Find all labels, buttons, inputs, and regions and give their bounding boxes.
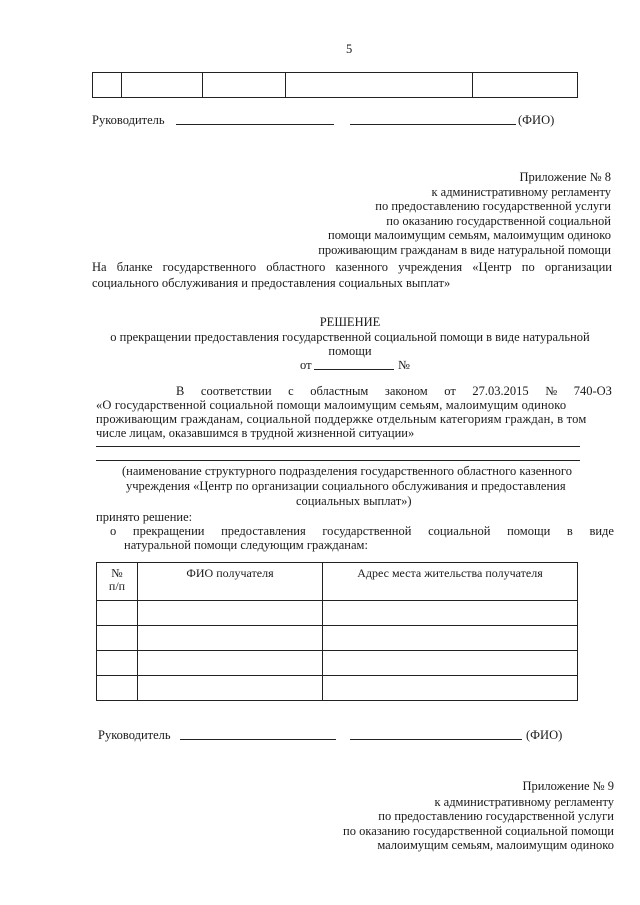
appendix-title: Приложение № 8	[519, 170, 611, 184]
word: На	[92, 260, 107, 274]
dept-caption-line1: (наименование структурного подразделения государственного областного казенного	[122, 464, 572, 478]
header-cell-number	[97, 563, 138, 601]
word: «Центр	[472, 260, 512, 274]
decision-subtitle-cont: помощи	[328, 344, 372, 358]
word: в	[566, 524, 573, 538]
head-label: Руководитель	[98, 728, 171, 742]
decision-from-label: от	[300, 358, 312, 372]
table-cell	[122, 73, 203, 98]
table-cell	[97, 676, 138, 701]
head-label: Руководитель	[92, 113, 165, 127]
word: о	[110, 524, 117, 538]
word: государственной	[322, 524, 412, 538]
table-row	[97, 626, 578, 651]
decision-taken-line1	[110, 524, 614, 538]
table-cell	[138, 601, 323, 626]
fio-line	[350, 124, 516, 125]
top-table-fragment	[92, 72, 578, 98]
word: по	[521, 260, 535, 274]
table-cell	[323, 651, 578, 676]
word: №	[545, 384, 558, 398]
table-cell	[323, 676, 578, 701]
signature-line	[176, 124, 334, 125]
decision-date-line	[314, 369, 394, 370]
header-address-label: Адрес места жительства получателя	[357, 566, 543, 580]
word: 27.03.2015	[472, 384, 529, 398]
word: государственного	[162, 260, 257, 274]
appendix-line: к административному регламенту	[434, 794, 614, 809]
blank-text-line2: социального обслуживания и предоставления социальных выплат»	[92, 276, 451, 290]
table-row	[97, 601, 578, 626]
header-fio-label: ФИО получателя	[186, 566, 274, 580]
word: учреждения	[398, 260, 463, 274]
appendix-9-header	[254, 779, 614, 853]
word: от	[444, 384, 456, 398]
word: В	[176, 384, 185, 398]
table-cell	[93, 73, 122, 98]
word: законом	[384, 384, 428, 398]
table-cell	[138, 626, 323, 651]
table-cell	[473, 73, 578, 98]
word: предоставления	[221, 524, 306, 538]
appendix-8-header	[251, 170, 611, 257]
word: виде	[589, 524, 614, 538]
table-cell	[138, 676, 323, 701]
table-cell	[97, 601, 138, 626]
word: бланке	[116, 260, 153, 274]
word: организации	[544, 260, 612, 274]
header-number-abbrev: п/п	[108, 579, 126, 593]
fio-line	[350, 739, 522, 740]
decision-number-label: №	[398, 358, 410, 372]
decision-title: РЕШЕНИЕ	[319, 315, 381, 329]
appendix-line: по оказанию государственной социальной	[386, 213, 611, 228]
word: областным	[310, 384, 369, 398]
header-cell-fio	[138, 563, 323, 601]
table-row	[97, 676, 578, 701]
table-cell	[323, 601, 578, 626]
appendix-line: помощи малоимущим семьям, малоимущим одиноко	[328, 228, 611, 242]
word: с	[288, 384, 294, 398]
table-cell	[97, 651, 138, 676]
law-line4: числе лицам, оказавшимся в трудной жизненной ситуации»	[96, 426, 415, 440]
fio-label: (ФИО)	[526, 728, 563, 742]
dept-caption-line2: учреждения «Центр по организации социального обслуживания и предоставления	[126, 479, 566, 493]
blank-line	[96, 460, 580, 461]
appendix-line: проживающим гражданам в виде натуральной помощи	[318, 242, 611, 257]
table-row	[97, 651, 578, 676]
appendix-line: по предоставлению государственной услуги	[378, 809, 614, 823]
word: областного	[266, 260, 326, 274]
word: соответствии	[200, 384, 272, 398]
appendix-line: к административному регламенту	[431, 184, 611, 199]
decision-taken-label: принято решение:	[96, 510, 193, 524]
word: 740-ОЗ	[573, 384, 612, 398]
word: помощи	[507, 524, 551, 538]
decision-taken-line2: натуральной помощи следующим гражданам:	[124, 538, 368, 552]
word: социальной	[428, 524, 491, 538]
law-line2: «О государственной социальной помощи малоимущим семьям, малоимущим одиноко	[96, 398, 567, 412]
fio-label: (ФИО)	[518, 113, 555, 127]
law-line1	[176, 384, 612, 398]
appendix-line: малоимущим семьям, малоимущим одиноко	[377, 838, 614, 852]
word: казенного	[335, 260, 389, 274]
header-cell-address	[323, 563, 578, 601]
table-cell	[323, 626, 578, 651]
table-cell	[138, 651, 323, 676]
word: прекращении	[132, 524, 205, 538]
header-number-symbol: №	[111, 566, 123, 580]
blank-text-line1	[92, 260, 612, 274]
blank-line	[96, 446, 580, 447]
table-header-row	[97, 563, 578, 601]
appendix-line: по предоставлению государственной услуги	[375, 199, 611, 213]
table-cell	[203, 73, 286, 98]
law-line3: проживающим гражданам, социальной поддержке отдельным категориям граждан, в том	[96, 412, 587, 426]
recipients-table	[96, 562, 578, 701]
dept-caption-line3: социальных выплат»)	[296, 494, 412, 508]
signature-line	[180, 739, 336, 740]
table-cell	[97, 626, 138, 651]
appendix-line: по оказанию государственной социальной помощи	[343, 823, 614, 838]
table-cell	[286, 73, 473, 98]
appendix-title: Приложение № 9	[522, 779, 614, 793]
page-number: 5	[346, 42, 353, 56]
decision-subtitle: о прекращении предоставления государственной социальной помощи в виде натуральной	[110, 330, 590, 344]
